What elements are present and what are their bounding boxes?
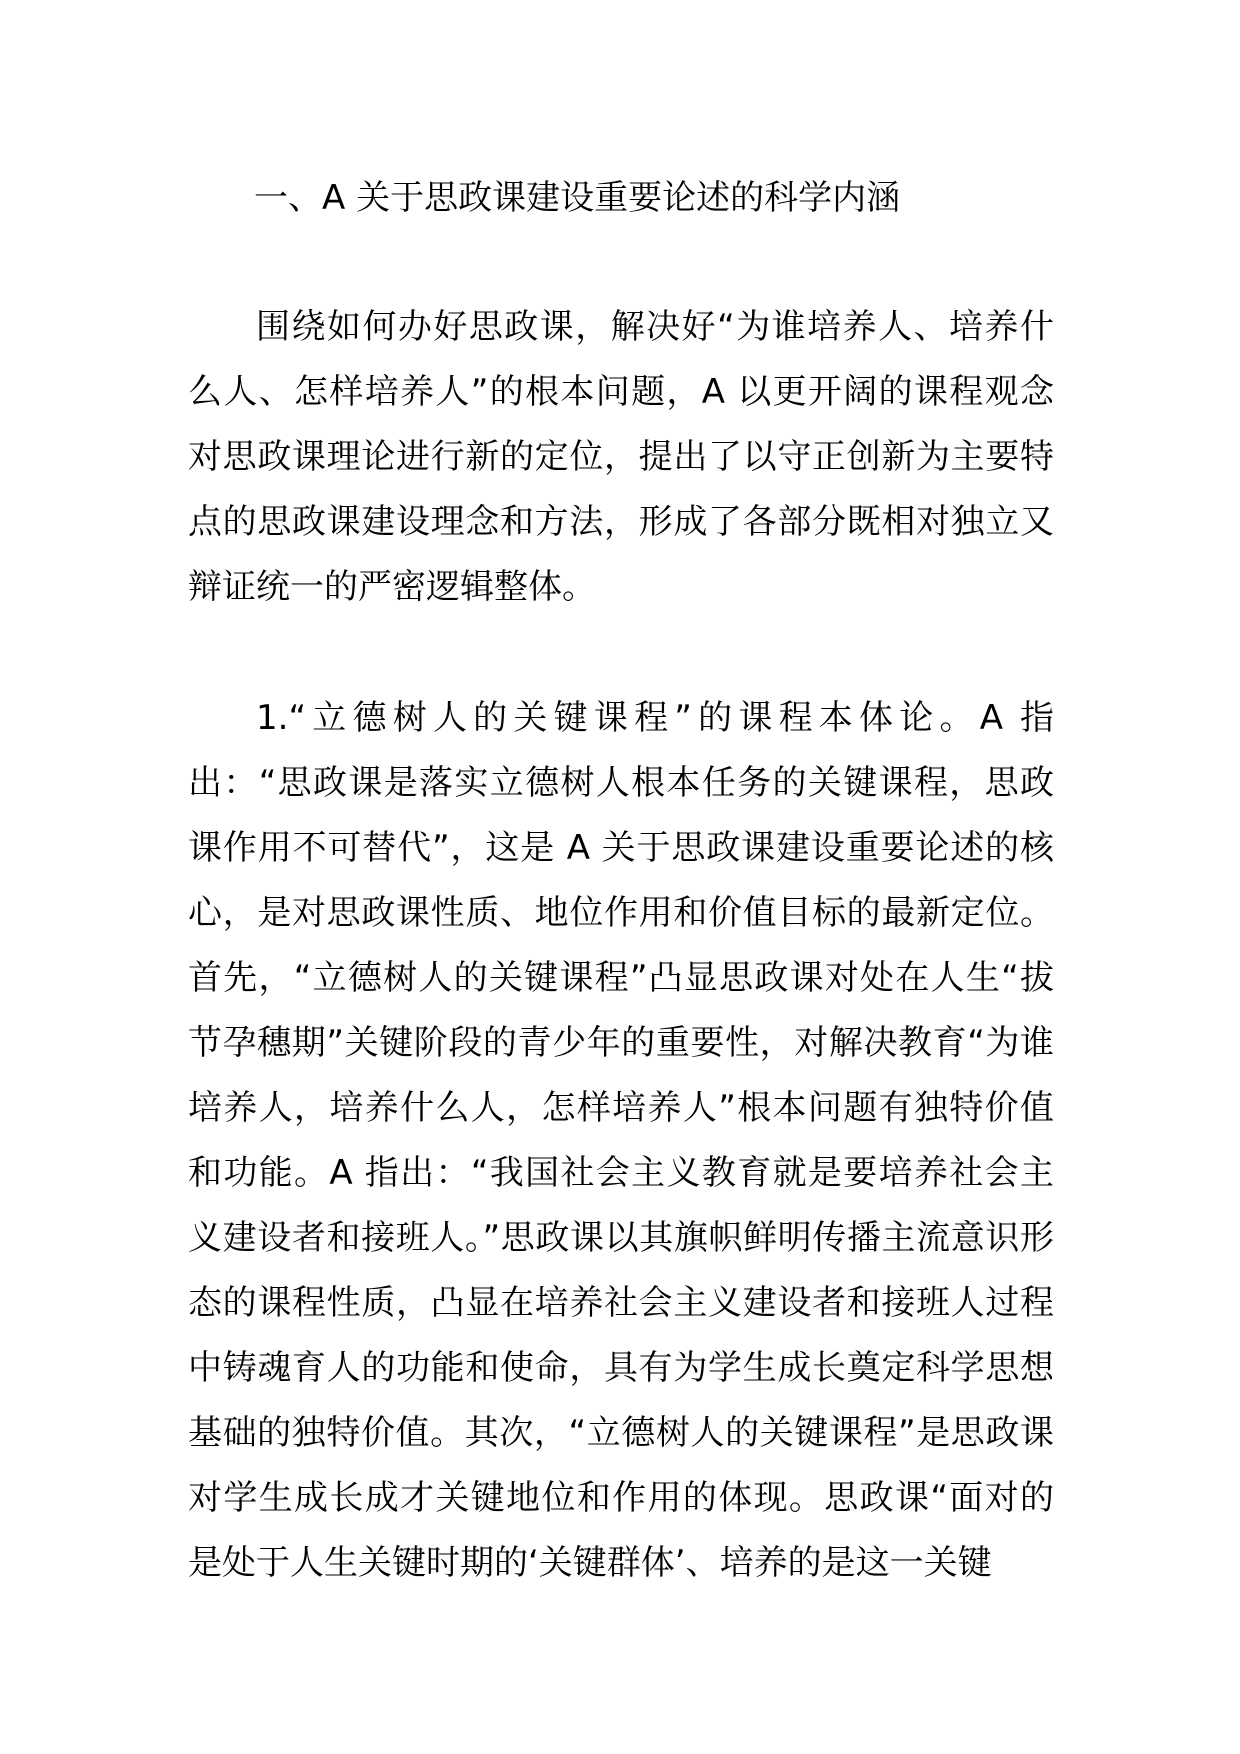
paragraph-curriculum-ontology: 1.“立德树人的关键课程”的课程本体论。A 指出：“思政课是落实立德树人根本任务的关键课程，思政课作用不可替代”，这是 A 关于思政课建设重要论述的核心，是对思政课性质、地位作用和价值目标的最新定位。首先，“立德树人的关键课程”凸显思政课对处在人生“拔节孕穗期”关键阶段的青少年的重要性，对解决教育“为谁培养人，培养什么人，怎样培养人”根本问题有独特价值和功能。A 指出：“我国社会主义教育就是要培养社会主义建设者和接班人。”思政课以其旗帜鲜明传播主流意识形态的课程性质，凸显在培养社会主义建设者和接班人过程中铸魂育人的功能和使命，具有为学生成长奠定科学思想基础的独特价值。其次，“立德树人的关键课程”是思政课对学生成长成才关键地位和作用的体现。思政课“面对的是处于人生关键时期的‘关键群体’、培养的是这一关键	[188, 698, 1054, 1583]
section-heading: 一、A 关于思政课建设重要论述的科学内涵	[254, 178, 901, 218]
paragraph-intro: 围绕如何办好思政课，解决好“为谁培养人、培养什么人、怎样培养人”的根本问题，A 以更开阔的课程观念对思政课理论进行新的定位，提出了以守正创新为主要特点的思政课建设理念和方法，形成了各部分既相对独立又辩证统一的严密逻辑整体。	[188, 307, 1054, 607]
